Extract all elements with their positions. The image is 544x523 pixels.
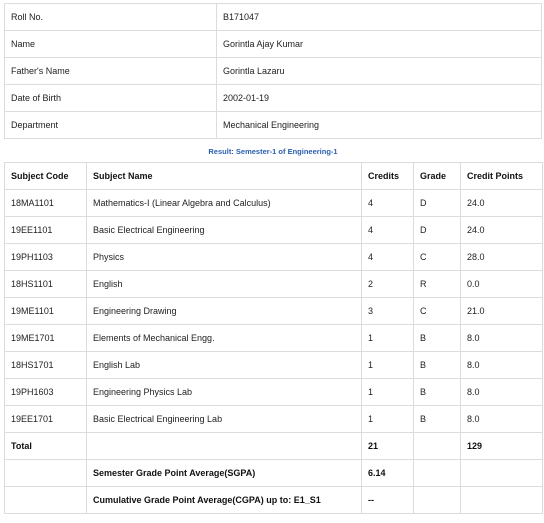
credits: 4	[362, 217, 414, 244]
subject-code: 19PH1103	[5, 244, 87, 271]
department-value: Mechanical Engineering	[217, 112, 542, 139]
table-row	[5, 190, 543, 217]
father-value: Gorintla Lazaru	[217, 58, 542, 85]
total-label: Total	[5, 433, 87, 460]
cgpa-label: Cumulative Grade Point Average(CGPA) up to: E1_S1	[87, 487, 362, 514]
header-subject-name: Subject Name	[87, 163, 362, 190]
total-empty-cell	[414, 433, 461, 460]
grade: R	[414, 271, 461, 298]
info-row-roll	[5, 4, 542, 31]
credits: 4	[362, 190, 414, 217]
subject-code: 19PH1603	[5, 379, 87, 406]
credit-points: 21.0	[461, 298, 543, 325]
credit-points: 8.0	[461, 352, 543, 379]
total-credits: 21	[362, 433, 414, 460]
grade: D	[414, 217, 461, 244]
subject-name: Elements of Mechanical Engg.	[87, 325, 362, 352]
credits: 1	[362, 379, 414, 406]
name-value: Gorintla Ajay Kumar	[217, 31, 542, 58]
header-credits: Credits	[362, 163, 414, 190]
subject-name: English	[87, 271, 362, 298]
sgpa-label: Semester Grade Point Average(SGPA)	[87, 460, 362, 487]
subject-name: Physics	[87, 244, 362, 271]
subject-name: Mathematics-I (Linear Algebra and Calculus)	[87, 190, 362, 217]
subject-name: Basic Electrical Engineering Lab	[87, 406, 362, 433]
sgpa-empty-cell	[414, 460, 461, 487]
sgpa-empty-cell	[461, 460, 543, 487]
credit-points: 24.0	[461, 190, 543, 217]
table-row	[5, 406, 543, 433]
table-row	[5, 271, 543, 298]
subject-code: 19ME1701	[5, 325, 87, 352]
grades-table	[4, 162, 543, 514]
student-info-table	[4, 3, 542, 139]
total-credit-points: 129	[461, 433, 543, 460]
cgpa-row	[5, 487, 543, 514]
grade: C	[414, 298, 461, 325]
subject-code: 19EE1701	[5, 406, 87, 433]
grade: B	[414, 325, 461, 352]
grade: C	[414, 244, 461, 271]
result-caption: Result: Semester-1 of Engineering-1	[208, 147, 338, 156]
table-row	[5, 298, 543, 325]
credit-points: 8.0	[461, 406, 543, 433]
department-label: Department	[5, 112, 217, 139]
header-credit-points: Credit Points	[461, 163, 543, 190]
grade: B	[414, 379, 461, 406]
credits: 3	[362, 298, 414, 325]
header-subject-code: Subject Code	[5, 163, 87, 190]
subject-name: Engineering Physics Lab	[87, 379, 362, 406]
credits: 4	[362, 244, 414, 271]
credit-points: 8.0	[461, 325, 543, 352]
grade: D	[414, 190, 461, 217]
grade: B	[414, 352, 461, 379]
table-row	[5, 352, 543, 379]
credit-points: 0.0	[461, 271, 543, 298]
info-row-name	[5, 31, 542, 58]
credit-points: 28.0	[461, 244, 543, 271]
credit-points: 24.0	[461, 217, 543, 244]
subject-code: 18HS1701	[5, 352, 87, 379]
table-row	[5, 217, 543, 244]
sgpa-empty-cell	[5, 460, 87, 487]
sgpa-row	[5, 460, 543, 487]
name-label: Name	[5, 31, 217, 58]
table-row	[5, 244, 543, 271]
subject-name: Engineering Drawing	[87, 298, 362, 325]
info-row-father	[5, 58, 542, 85]
subject-code: 18MA1101	[5, 190, 87, 217]
credits: 1	[362, 325, 414, 352]
credit-points: 8.0	[461, 379, 543, 406]
info-row-department	[5, 112, 542, 139]
info-row-dob	[5, 85, 542, 112]
dob-value: 2002-01-19	[217, 85, 542, 112]
credits: 1	[362, 352, 414, 379]
credits: 1	[362, 406, 414, 433]
roll-value: B171047	[217, 4, 542, 31]
subject-code: 19ME1101	[5, 298, 87, 325]
table-row	[5, 379, 543, 406]
sgpa-value: 6.14	[362, 460, 414, 487]
subject-code: 19EE1101	[5, 217, 87, 244]
dob-label: Date of Birth	[5, 85, 217, 112]
subject-name: Basic Electrical Engineering	[87, 217, 362, 244]
cgpa-empty-cell	[414, 487, 461, 514]
grade: B	[414, 406, 461, 433]
total-row	[5, 433, 543, 460]
father-label: Father's Name	[5, 58, 217, 85]
header-grade: Grade	[414, 163, 461, 190]
roll-label: Roll No.	[5, 4, 217, 31]
subject-code: 18HS1101	[5, 271, 87, 298]
subject-name: English Lab	[87, 352, 362, 379]
total-empty-cell	[87, 433, 362, 460]
cgpa-empty-cell	[5, 487, 87, 514]
credits: 2	[362, 271, 414, 298]
cgpa-empty-cell	[461, 487, 543, 514]
table-row	[5, 325, 543, 352]
grades-header-row	[5, 163, 543, 190]
cgpa-value: --	[362, 487, 414, 514]
